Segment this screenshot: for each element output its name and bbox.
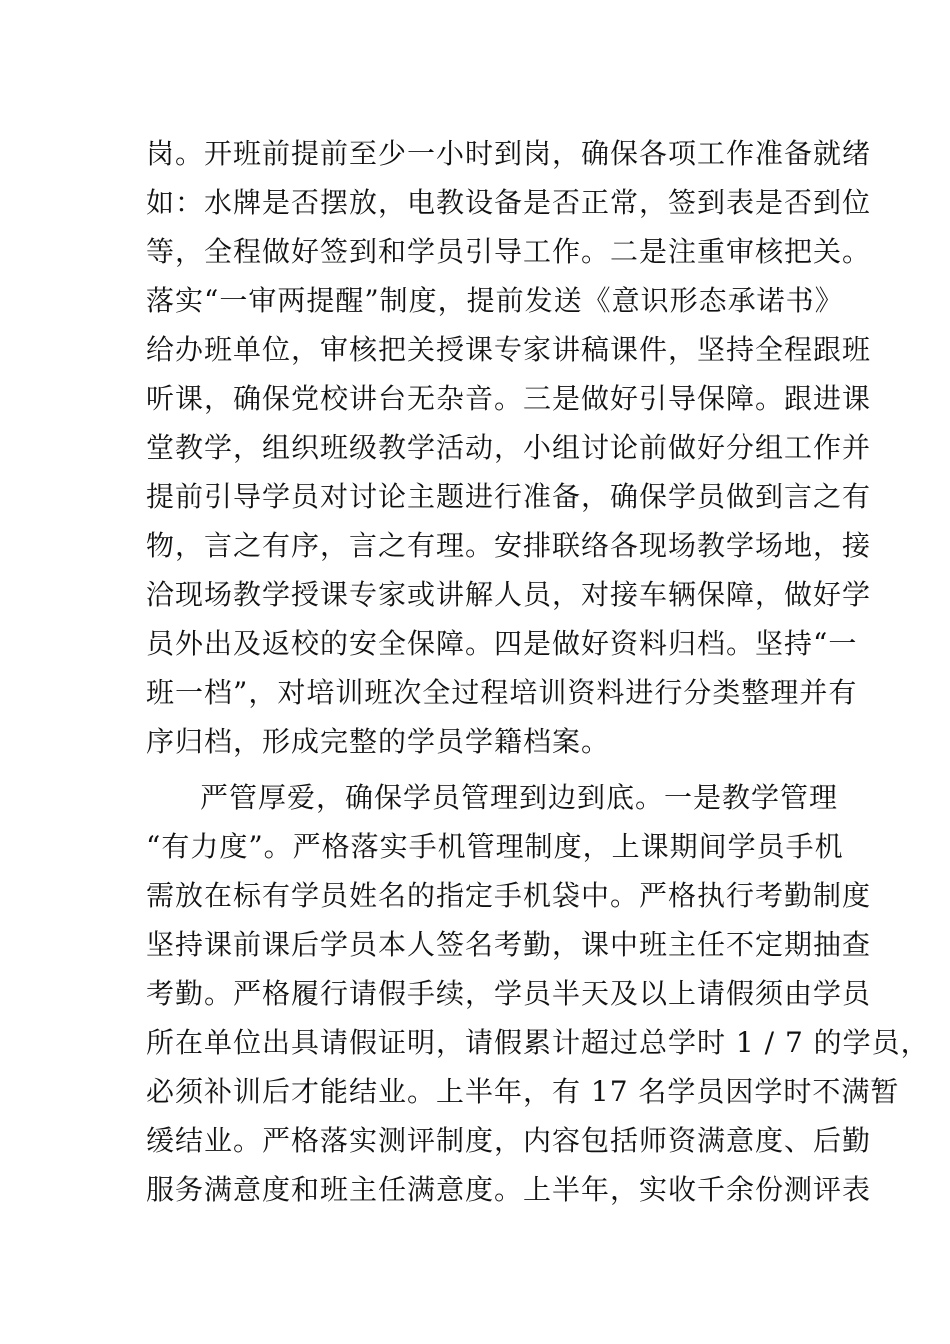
text-line: 序归档，形成完整的学员学籍档案。 [146, 725, 611, 758]
text-line: 洽现场教学授课专家或讲解人员，对接车辆保障，做好学 [146, 578, 872, 611]
text-line: 服务满意度和班主任满意度。上半年，实收千余份测评表 [146, 1173, 872, 1206]
text-line: “有力度”。严格落实手机管理制度，上课期间学员手机 [146, 830, 844, 863]
text-line: 所在单位出具请假证明，请假累计超过总学时 1 / 7 的学员， [146, 1026, 930, 1059]
text-line: 如：水牌是否摆放，电教设备是否正常，签到表是否到位 [146, 186, 872, 219]
text-line: 提前引导学员对讨论主题进行准备，确保学员做到言之有 [146, 480, 872, 513]
paragraph-start-line: 严管厚爱，确保学员管理到边到底。一是教学管理 [200, 781, 839, 814]
text-line: 必须补训后才能结业。上半年，有 17 名学员因学时不满暂 [146, 1075, 900, 1108]
text-line: 给办班单位，审核把关授课专家讲稿课件，坚持全程跟班 [146, 333, 872, 366]
text-line: 班一档”，对培训班次全过程培训资料进行分类整理并有 [146, 676, 858, 709]
text-line: 落实“一审两提醒”制度，提前发送《意识形态承诺书》 [146, 284, 844, 317]
text-line: 缓结业。严格落实测评制度，内容包括师资满意度、后勤 [146, 1124, 872, 1157]
text-line: 坚持课前课后学员本人签名考勤，课中班主任不定期抽查 [146, 928, 872, 961]
text-line: 等，全程做好签到和学员引导工作。二是注重审核把关。 [146, 235, 872, 268]
text-line: 需放在标有学员姓名的指定手机袋中。严格执行考勤制度 [146, 879, 872, 912]
text-line: 考勤。严格履行请假手续，学员半天及以上请假须由学员 [146, 977, 872, 1010]
text-line: 员外出及返校的安全保障。四是做好资料归档。坚持“一 [146, 627, 858, 660]
text-line: 堂教学，组织班级教学活动，小组讨论前做好分组工作并 [146, 431, 872, 464]
text-line: 听课，确保党校讲台无杂音。三是做好引导保障。跟进课 [146, 382, 872, 415]
text-line: 物，言之有序，言之有理。安排联络各现场教学场地，接 [146, 529, 872, 562]
text-line: 岗。开班前提前至少一小时到岗，确保各项工作准备就绪 [146, 137, 872, 170]
